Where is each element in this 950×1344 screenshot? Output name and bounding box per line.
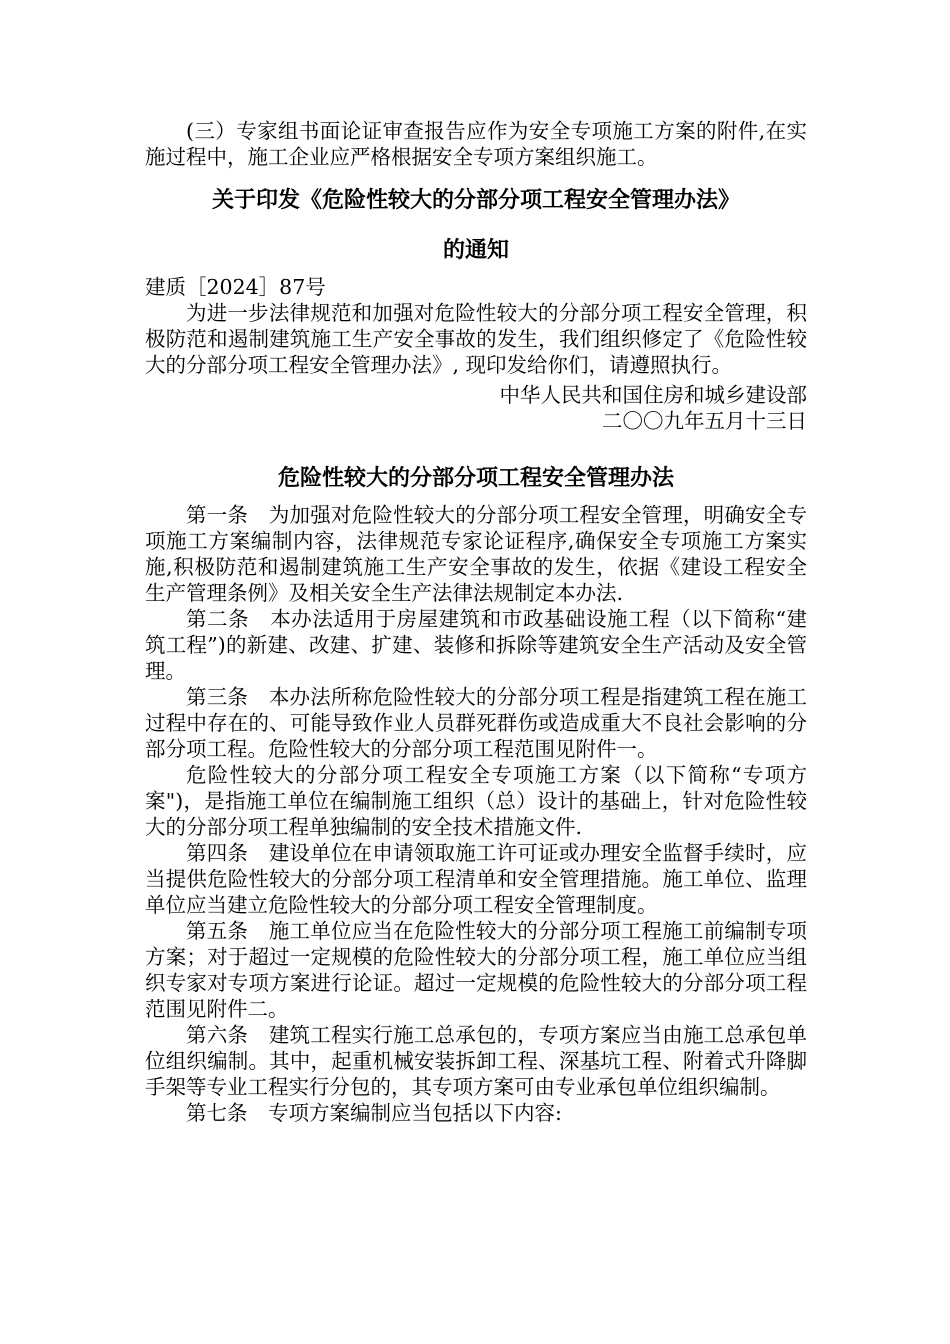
article-7: 第七条 专项方案编制应当包括以下内容: bbox=[186, 1101, 562, 1125]
article-3: 第三条 本办法所称危险性较大的分部分项工程是指建筑工程在施工过程中存在的、可能导致作业人员群死群伤或造成重大不良社会影响的分部分项工程。危险性较大的分部分项工程范围见附件一。 bbox=[145, 685, 807, 761]
document-page bbox=[145, 118, 807, 1126]
article-4: 第四条 建设单位在申请领取施工许可证或办理安全监督手续时，应当提供危险性较大的分部分项工程清单和安全管理措施。施工单位、监理单位应当建立危险性较大的分部分项工程安全管理制度。 bbox=[145, 841, 807, 917]
issue-date: 二〇〇九年五月十三日 bbox=[602, 409, 807, 433]
measures-title: 危险性较大的分部分项工程安全管理办法 bbox=[277, 466, 674, 491]
notice-title-line-1: 关于印发《危险性较大的分部分项工程安全管理办法》 bbox=[211, 188, 740, 213]
article-5: 第五条 施工单位应当在危险性较大的分部分项工程施工前编制专项方案；对于超过一定规模的危险性较大的分部分项工程，施工单位应当组织专家对专项方案进行论证。超过一定规模的危险性较大的分部分项工程范围见附件二。 bbox=[145, 919, 807, 1021]
article-1: 第一条 为加强对危险性较大的分部分项工程安全管理，明确安全专项施工方案编制内容，法律规范专家论证程序,确保安全专项施工方案实施,积极防范和遏制建筑施工生产安全事故的发生，依据《建设工程安全生产管理条例》及相关安全生产法律法规制定本办法. bbox=[145, 503, 807, 605]
issuing-authority: 中华人民共和国住房和城乡建设部 bbox=[499, 383, 807, 407]
article-2: 第二条 本办法适用于房屋建筑和市政基础设施工程（以下简称“建筑工程”)的新建、改建、扩建、装修和拆除等建筑安全生产活动及安全管理。 bbox=[145, 607, 807, 683]
document-number: 建质［2024］87号 bbox=[145, 275, 326, 299]
article-6: 第六条 建筑工程实行施工总承包的，专项方案应当由施工总承包单位组织编制。其中，起重机械安装拆卸工程、深基坑工程、附着式升降脚手架等专业工程实行分包的，其专项方案可由专业承包单位组织编制。 bbox=[145, 1023, 807, 1099]
article-3-definition: 危险性较大的分部分项工程安全专项施工方案（以下简称“专项方案")，是指施工单位在编制施工组织（总）设计的基础上，针对危险性较大的分部分项工程单独编制的安全技术措施文件. bbox=[145, 763, 807, 839]
notice-title-line-2: 的通知 bbox=[442, 238, 509, 263]
intro-paragraph: (三）专家组书面论证审查报告应作为安全专项施工方案的附件,在实施过程中，施工企业应严格根据安全专项方案组织施工。 bbox=[145, 119, 807, 169]
notice-body: 为进一步法律规范和加强对危险性较大的分部分项工程安全管理，积极防范和遏制建筑施工生产安全事故的发生，我们组织修定了《危险性较大的分部分项工程安全管理办法》, 现印发给你们，请遵照执行。 bbox=[145, 301, 807, 377]
